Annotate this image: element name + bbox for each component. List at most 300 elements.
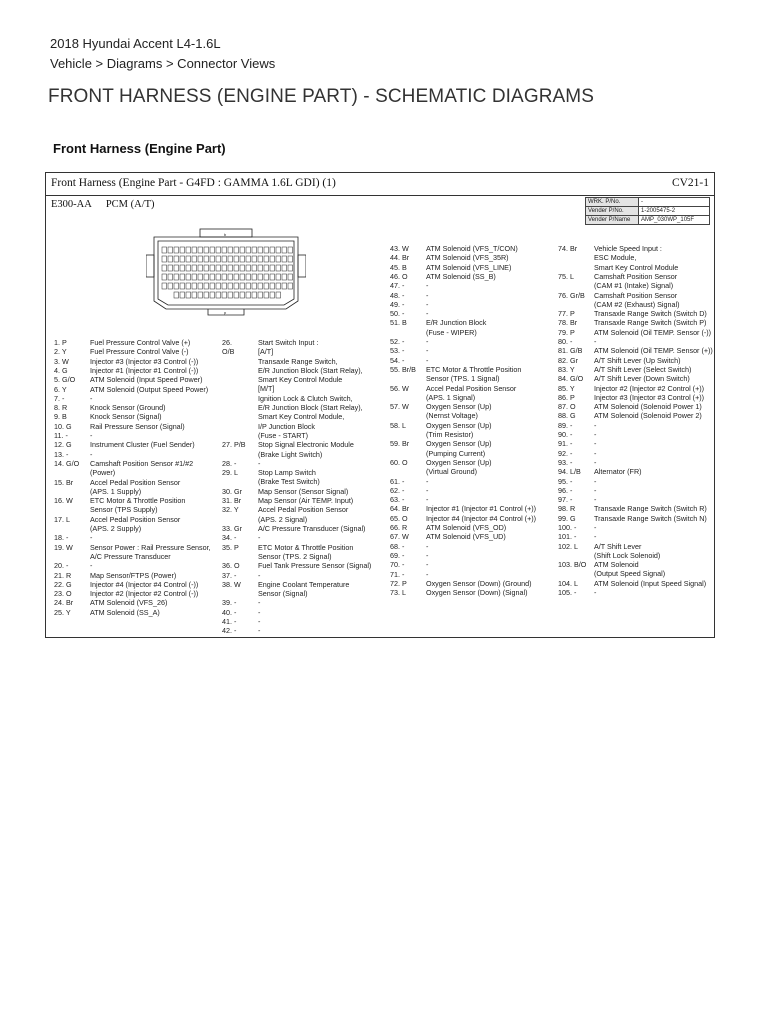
pin-description-line: -: [594, 439, 597, 449]
pin-number: 46. O: [390, 271, 408, 281]
pin-description: [594, 346, 713, 355]
pin-number: 103. B/O: [558, 560, 587, 570]
pin-number: 14. G/O: [54, 458, 80, 468]
connector-cavity: [186, 256, 191, 262]
pin-description-line: ATM Solenoid: [594, 560, 639, 570]
connector-cavity: [252, 292, 257, 298]
connector-cavity: [174, 274, 179, 280]
pin-number: 8. R: [54, 403, 68, 413]
connector-cavity: [264, 274, 269, 280]
pin-description-line: ATM Solenoid (SS_A): [90, 607, 160, 617]
pin-description: [258, 598, 260, 607]
pin-description-line: Camshaft Position Sensor: [594, 290, 678, 300]
connector-cavity: [210, 247, 215, 253]
pin-description: [258, 561, 371, 570]
pin-number: 99. G: [558, 513, 576, 523]
connector-cavity: [288, 283, 293, 289]
pin-number: 29. L: [222, 468, 238, 478]
pin-description-line: -: [426, 281, 429, 291]
pin-description-line: Injector #2 (Injector #2 Control (+)): [594, 383, 705, 393]
pin-description: [426, 253, 509, 262]
connector-cavity: [168, 274, 173, 280]
pin-description-line: E/R Junction Block (Start Relay),: [258, 403, 363, 413]
pin-description-line: (CAM #1 (Intake) Signal): [594, 281, 674, 291]
pin-description: [258, 459, 260, 468]
connector-cavity: [180, 292, 185, 298]
pin-number: 67. W: [390, 532, 409, 542]
connector-cavity: [270, 283, 275, 289]
pin-number: 1. P: [54, 338, 67, 347]
pin-description-line: [A/T]: [258, 347, 274, 357]
pin-description: [594, 579, 706, 588]
pin-description-line: -: [90, 561, 93, 571]
pin-description-line: (Fuse - START): [258, 430, 309, 440]
connector-cavity: [168, 265, 173, 271]
pin-description-line: Alternator (FR): [594, 467, 642, 477]
pin-description-line: ATM Solenoid (VFS_UD): [426, 532, 506, 542]
pin-number: 79. P: [558, 327, 575, 337]
pin-description-line: Smart Key Control Module: [594, 262, 679, 272]
pin-description-line: -: [426, 495, 429, 505]
connector-cavity: [186, 265, 191, 271]
pin-description-line: -: [258, 533, 261, 543]
pin-number: 7. -: [54, 393, 65, 403]
pin-description-line: Transaxle Range Switch (Switch N): [594, 513, 707, 523]
part-row: [586, 207, 710, 216]
connector-cavity: [192, 283, 197, 289]
pin-description-line: -: [426, 541, 429, 551]
connector-cavity: [228, 283, 233, 289]
connector-cavity: [162, 283, 167, 289]
connector-cavity: [198, 292, 203, 298]
pin-description: [426, 421, 492, 440]
connector-cavity: [216, 265, 221, 271]
pin-description-line: (APS. 1 Signal): [426, 392, 476, 402]
pin-description-line: -: [594, 588, 597, 598]
pin-description: [426, 263, 511, 272]
pin-description: [258, 338, 318, 347]
connector-cavity: [288, 274, 293, 280]
pin-description-line: Camshaft Position Sensor #1/#2: [90, 458, 194, 468]
pin-number: 42. -: [222, 626, 237, 636]
pin-description-line: Ignition Lock & Clutch Switch,: [258, 393, 353, 403]
pin-description: [90, 403, 166, 412]
pin-description-line: -: [90, 449, 93, 459]
pin-description: [258, 543, 353, 562]
pin-description: [426, 560, 428, 569]
pin-description: [258, 580, 349, 599]
pin-description-line: ESC Module,: [594, 253, 637, 263]
pin-description: [90, 338, 190, 347]
pin-description-line: (APS. 1 Supply): [90, 486, 142, 496]
connector-cavity: [180, 265, 185, 271]
connector-cavity: [288, 256, 293, 262]
pin-description-line: Oxygen Sensor (Down) (Signal): [426, 588, 528, 598]
pin-description: [426, 291, 428, 300]
connector-cavity: [216, 256, 221, 262]
connector-cavity: [174, 283, 179, 289]
connector-cavity: [168, 256, 173, 262]
pin-description-line: ETC Motor & Throttle Position: [90, 496, 186, 506]
pin-description-line: -: [426, 569, 429, 579]
pin-description: [258, 626, 260, 635]
part-label: Vender P/No.: [586, 207, 639, 216]
part-value: 1-2005475-2: [639, 207, 710, 216]
pin-description-line: -: [426, 309, 429, 319]
pin-number: 10. G: [54, 421, 72, 431]
connector-cavity: [180, 274, 185, 280]
connector-cavity: [258, 256, 263, 262]
pin-description-line: -: [258, 570, 261, 580]
connector-cavity: [180, 247, 185, 253]
pin-description-line: ATM Solenoid (Input Speed Power): [90, 375, 203, 385]
connector-cavity: [222, 265, 227, 271]
connector-name: PCM (A/T): [105, 199, 155, 210]
connector-cavity: [234, 274, 239, 280]
connector-cavity: [264, 292, 269, 298]
pin-description-line: Injector #3 (Injector #3 Control (-)): [90, 356, 199, 366]
pin-description-line: Injector #1 (Injector #1 Control (+)): [426, 504, 537, 514]
pin-description-line: -: [426, 355, 429, 365]
pin-number: 19. W: [54, 542, 73, 552]
connector-cavity: [204, 247, 209, 253]
connector-cavity: [264, 283, 269, 289]
connector-cavity: [252, 256, 257, 262]
pin-description-line: E/R Junction Block (Start Relay),: [258, 365, 363, 375]
pin-description-line: -: [258, 626, 261, 636]
connector-face-icon: [146, 225, 306, 317]
pin-number: 4. G: [54, 365, 68, 375]
cavity-marker-b: b: [224, 232, 227, 237]
pin-description-line: -: [258, 607, 261, 617]
pin-description-line: Stop Lamp Switch: [258, 468, 316, 478]
pin-description-line: Start Switch Input :: [258, 338, 319, 347]
connector-cavity: [252, 247, 257, 253]
pin-number: 17. L: [54, 514, 70, 524]
connector-cavity: [234, 247, 239, 253]
pin-description-line: ETC Motor & Throttle Position: [426, 364, 522, 374]
connector-cavity: [180, 283, 185, 289]
pin-number: 97. -: [558, 495, 573, 505]
pin-number: 80. -: [558, 337, 573, 346]
vehicle-title: 2018 Hyundai Accent L4-1.6L: [50, 36, 221, 51]
pin-number: 40. -: [222, 607, 237, 617]
connector-cavity: [186, 274, 191, 280]
connector-cavity: [240, 283, 245, 289]
pin-number: 98. R: [558, 504, 576, 514]
connector-cavity: [198, 247, 203, 253]
pin-description-line: ETC Motor & Throttle Position: [258, 542, 354, 552]
pin-description-line: Oxygen Sensor (Up): [426, 402, 492, 412]
connector-cavity: [240, 292, 245, 298]
pin-description: [90, 375, 203, 384]
pin-number: 83. Y: [558, 364, 575, 374]
pin-number: 38. W: [222, 579, 241, 589]
pin-description: [258, 487, 348, 496]
connector-cavity: [234, 292, 239, 298]
pin-number: 52. -: [390, 337, 405, 346]
pin-number: 78. Br: [558, 318, 578, 328]
pin-description-line: Sensor (Signal): [258, 589, 308, 599]
pin-number: 93. -: [558, 457, 573, 467]
pin-description: [90, 366, 198, 375]
pin-description: [594, 272, 677, 291]
diagram-title: Front Harness (Engine Part - G4FD : GAMMA 1.6L GDI) (1): [51, 177, 336, 189]
pin-number: 35. P: [222, 542, 239, 552]
pin-description-line: (CAM #2 (Exhaust) Signal): [594, 299, 680, 309]
breadcrumb[interactable]: Vehicle > Diagrams > Connector Views: [50, 56, 276, 71]
pin-description-line: -: [258, 617, 261, 626]
pin-number: 5. G/O: [54, 375, 76, 385]
pin-number: 28. -: [222, 458, 237, 468]
pin-description: [594, 411, 702, 420]
pin-number: 15. Br: [54, 477, 74, 487]
connector-cavity: [210, 274, 215, 280]
pin-description: [258, 496, 353, 505]
connector-cavity: [228, 265, 233, 271]
pin-description-line: (Brake Light Switch): [258, 449, 323, 459]
pin-description: [426, 318, 486, 337]
pin-description: [594, 514, 707, 523]
pin-description-line: -: [90, 393, 93, 403]
pin-number: 77. P: [558, 309, 575, 319]
pin-number: 70. -: [390, 560, 405, 570]
pin-description-line: -: [426, 550, 429, 560]
pin-description-line: Sensor (TPS. 2 Signal): [258, 551, 332, 561]
pin-description-line: -: [90, 431, 93, 440]
pin-description: [258, 440, 354, 459]
connector-cavity: [252, 274, 257, 280]
pin-description-line: ATM Solenoid (Input Speed Signal): [594, 578, 707, 588]
connector-cavity: [282, 265, 287, 271]
part-row: [586, 216, 710, 225]
connector-cavity: [162, 247, 167, 253]
pin-number: 26.: [222, 338, 232, 347]
pin-number: 44. Br: [390, 253, 410, 263]
connector-cavity: [276, 265, 281, 271]
pin-number: 57. W: [390, 402, 409, 412]
connector-cavity: [246, 274, 251, 280]
pin-number: 69. -: [390, 550, 405, 560]
pin-description-line: -: [426, 299, 429, 309]
connector-cavity: [216, 283, 221, 289]
pin-description-line: ATM Solenoid (VFS_26): [90, 598, 168, 608]
connector-cavity: [252, 283, 257, 289]
pin-description: [594, 477, 596, 486]
pin-description: [594, 486, 596, 495]
connector-cavity: [174, 247, 179, 253]
pin-description: [258, 533, 260, 542]
pin-description-line: Rail Pressure Sensor (Signal): [90, 421, 185, 431]
pin-description: [90, 515, 180, 534]
pin-description: [90, 450, 92, 459]
connector-cavity: [264, 265, 269, 271]
connector-cavity: [198, 265, 203, 271]
pin-description-line: -: [258, 458, 261, 468]
pin-description-line: ATM Solenoid (Output Speed Power): [90, 384, 209, 394]
pin-description: [426, 570, 428, 579]
pin-description: [90, 598, 167, 607]
pin-description: [90, 478, 180, 497]
pin-description-line: Knock Sensor (Signal): [90, 412, 162, 422]
pin-description: [426, 281, 428, 290]
pin-description-line: -: [426, 346, 429, 356]
pin-number: 41. -: [222, 617, 237, 626]
connector-cavity: [204, 292, 209, 298]
pin-description-line: Fuel Pressure Control Valve (+): [90, 338, 191, 347]
pin-description-line: Oxygen Sensor (Up): [426, 420, 492, 430]
pin-number: 54. -: [390, 355, 405, 365]
pin-number: 88. G: [558, 411, 576, 421]
connector-cavity: [270, 256, 275, 262]
pin-description-line: Injector #4 (Injector #4 Control (+)): [426, 513, 537, 523]
connector-code: E300-AA: [51, 199, 92, 210]
pin-description-line: -: [90, 533, 93, 543]
pin-number: 48. -: [390, 290, 405, 300]
pin-description-line: ATM Solenoid (VFS_35R): [426, 253, 509, 263]
pin-description: [426, 384, 516, 403]
pin-number: 65. O: [390, 513, 408, 523]
pin-description-line: A/C Pressure Transducer: [90, 551, 171, 561]
connector-cavity: [198, 283, 203, 289]
connector-cavity: [180, 256, 185, 262]
connector-cavity: [168, 283, 173, 289]
pin-number: 6. Y: [54, 384, 67, 394]
pin-description-line: Knock Sensor (Ground): [90, 403, 166, 413]
pin-description-line: (Output Speed Signal): [594, 569, 666, 579]
pin-description: [594, 356, 681, 365]
pin-description-line: -: [594, 430, 597, 439]
pin-description: [426, 365, 521, 384]
pin-number: 76. Gr/B: [558, 290, 585, 300]
pin-number: 9. B: [54, 412, 67, 422]
connector-cavity: [228, 274, 233, 280]
connector-cavity: [222, 292, 227, 298]
pin-description: [594, 588, 596, 597]
pin-number: 23. O: [54, 589, 72, 599]
pin-number: 47. -: [390, 281, 405, 291]
pin-number: 92. -: [558, 448, 573, 458]
pin-description-line: (Fuse - WIPER): [426, 327, 477, 337]
connector-cavity: [282, 274, 287, 280]
connector-cavity: [192, 256, 197, 262]
connector-cavity: [222, 283, 227, 289]
pin-number: 84. G/O: [558, 374, 584, 384]
connector-cavity: [240, 274, 245, 280]
pin-description-line: (Virtual Ground): [426, 467, 478, 477]
pin-description-line: (Trim Resistor): [426, 429, 474, 439]
pin-description-line: (Shift Lock Solenoid): [594, 550, 661, 560]
pin-description-line: (Nernst Voltage): [426, 411, 478, 421]
connector-cavity: [162, 256, 167, 262]
connector-cavity: [234, 256, 239, 262]
pin-description: [594, 291, 679, 310]
connector-cavity: [234, 283, 239, 289]
pin-number: 104. L: [558, 578, 578, 588]
pin-number: 21. R: [54, 570, 72, 580]
pin-description: [594, 384, 704, 393]
pin-description-line: Map Sensor (Sensor Signal): [258, 486, 349, 496]
pin-description: [594, 309, 707, 318]
pin-number: 27. P/B: [222, 440, 246, 450]
pin-description: [426, 300, 428, 309]
pin-description-line: -: [594, 448, 597, 458]
connector-cavity: [252, 265, 257, 271]
connector-cavity: [240, 256, 245, 262]
pin-description-line: ATM Solenoid (VFS_LINE): [426, 262, 512, 272]
pin-description: [594, 337, 596, 346]
pin-description-line: Injector #1 (Injector #1 Control (-)): [90, 365, 199, 375]
connector-cavity: [210, 256, 215, 262]
pin-description-line: Smart Key Control Module: [258, 375, 343, 385]
connector-cavity: [264, 256, 269, 262]
pin-number: 102. L: [558, 541, 578, 551]
pin-description: [426, 532, 506, 541]
connector-cavity: [162, 274, 167, 280]
pin-description: [90, 459, 193, 478]
pin-number: 95. -: [558, 476, 573, 486]
pin-number: 85. Y: [558, 383, 575, 393]
pin-number: 96. -: [558, 485, 573, 495]
connector-cavity: [270, 274, 275, 280]
pin-description-line: Fuel Tank Pressure Sensor (Signal): [258, 561, 372, 571]
connector-cavity: [216, 274, 221, 280]
pin-description: [90, 543, 211, 562]
pin-description-line: Injector #3 (Injector #3 Control (+)): [594, 392, 705, 402]
pin-description: [426, 346, 428, 355]
connector-cavity: [270, 265, 275, 271]
pin-description-line: -: [426, 485, 429, 495]
pin-number: 49. -: [390, 299, 405, 309]
pin-description: [90, 422, 185, 431]
pin-description: [594, 318, 706, 327]
pin-description: [258, 524, 365, 533]
pin-description-line: Sensor (TPS Supply): [90, 505, 158, 515]
pin-description-line: -: [426, 476, 429, 486]
pin-number: 37. -: [222, 570, 237, 580]
pin-description: [258, 571, 260, 580]
connector-cavity: [192, 292, 197, 298]
pin-description-line: ATM Solenoid (Oil TEMP. Sensor (-)): [594, 327, 712, 337]
pin-description: [426, 272, 496, 281]
pin-description: [594, 421, 596, 430]
pin-number: 86. P: [558, 392, 575, 402]
part-value: AMP_030WP_105F: [639, 216, 710, 225]
connector-cavity: [216, 247, 221, 253]
pin-description-line: I/P Junction Block: [258, 421, 315, 431]
pin-number: 75. L: [558, 271, 574, 281]
pin-description: [426, 514, 536, 523]
pin-description: [90, 412, 162, 421]
connector-id: [51, 199, 169, 210]
pin-description: [90, 589, 198, 598]
connector-cavity: [204, 274, 209, 280]
pin-description-line: -: [594, 523, 597, 532]
pin-description: [594, 449, 596, 458]
pin-description: [594, 365, 691, 374]
pin-number: 100. -: [558, 523, 577, 532]
pin-description-line: Sensor (TPS. 1 Signal): [426, 374, 500, 384]
connector-cavity: [276, 247, 281, 253]
pin-number: 2. Y: [54, 347, 67, 357]
pin-number: 59. Br: [390, 439, 410, 449]
connector-cavity: [282, 247, 287, 253]
pin-description-line: Transaxle Range Switch,: [258, 356, 338, 366]
connector-cavity: [276, 292, 281, 298]
pin-number: 66. R: [390, 523, 408, 532]
pin-description: [426, 523, 506, 532]
part-row: [586, 198, 710, 207]
